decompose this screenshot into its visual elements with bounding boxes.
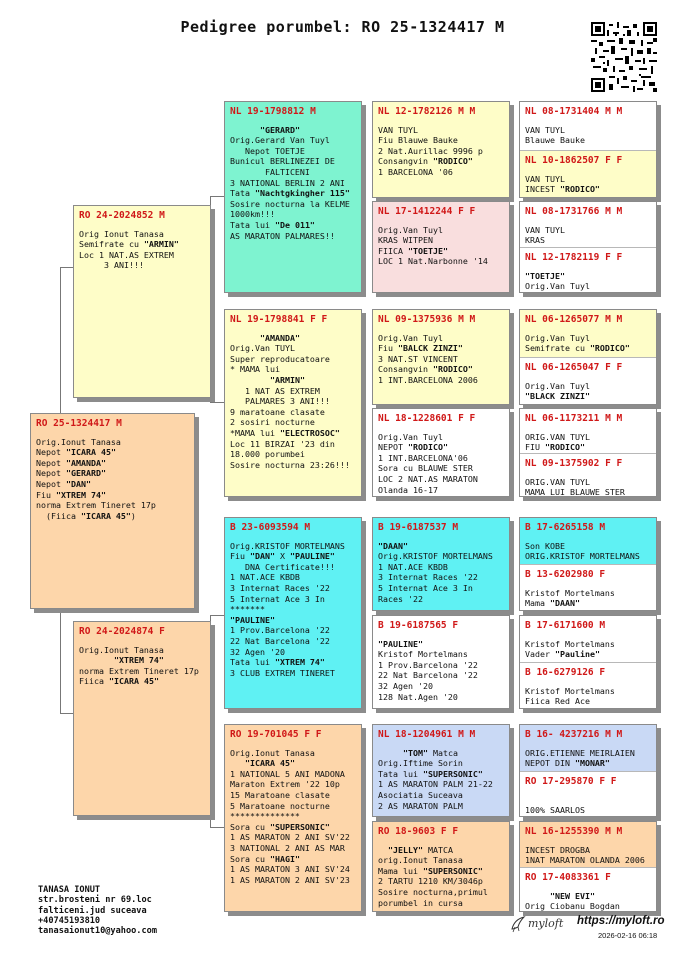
card-line: 3 CLUB EXTREM TINERET bbox=[230, 667, 335, 678]
pigeon-card-k12[interactable] bbox=[520, 663, 656, 709]
card-line: 1NAT MARATON OLANDA 2006 bbox=[525, 855, 645, 866]
card-line: Tata "Nachtgkingher 115" bbox=[230, 188, 350, 199]
card-line: VAN TUYL bbox=[525, 224, 565, 235]
card-line: "XTREM 74" bbox=[113, 655, 164, 666]
connector-line bbox=[510, 860, 511, 890]
card-line: norma Extrem Tineret 17p bbox=[36, 500, 156, 511]
card-line: LOC 1 Nat.Narbonne '14 bbox=[378, 256, 488, 267]
card-line: ******* bbox=[230, 604, 265, 615]
card-line: porumbel in cursa bbox=[378, 897, 463, 908]
connector-line bbox=[364, 355, 365, 453]
card-line: Orig.Iftime Sorin bbox=[378, 758, 463, 769]
card-line: * MAMA lui bbox=[230, 364, 280, 375]
card-line: "ARMIN" bbox=[269, 374, 305, 385]
card-lines bbox=[230, 333, 357, 471]
pigeon-card-dam[interactable] bbox=[73, 621, 211, 816]
connector-line bbox=[60, 267, 73, 268]
card-line: Sora cu "HAGI" bbox=[230, 853, 300, 864]
ring-number: B 23-6093594 M bbox=[230, 522, 311, 533]
pigeon-card-b23[interactable] bbox=[224, 517, 362, 709]
card-line: 3 Internat Races '22 bbox=[230, 582, 330, 593]
ring-number: RO 19-701045 F F bbox=[230, 729, 322, 740]
card-line: INCEST "RODICO" bbox=[525, 184, 600, 195]
card-line: 5 Internat Ace 3 In bbox=[378, 582, 473, 593]
card-line: PALMARES 3 ANI!!! bbox=[230, 396, 330, 407]
card-line: 1 NATIONAL 5 ANI MADONA bbox=[230, 768, 345, 779]
card-lines bbox=[525, 639, 652, 660]
card-line: Loc 1 NAT.AS EXTREM bbox=[79, 249, 174, 260]
card-line bbox=[525, 795, 652, 806]
card-line: LOC 2 NAT.AS MARATON bbox=[378, 473, 478, 484]
card-line: "AMANDA" bbox=[259, 332, 300, 343]
card-line: Orig.Van Tuyl bbox=[378, 224, 443, 235]
card-line: Orig.Ionut Tanasa bbox=[36, 436, 121, 447]
ring-number: NL 10-1862507 F F bbox=[525, 155, 623, 166]
ring-number: NL 18-1204961 M M bbox=[378, 729, 476, 740]
ring-number: NL 12-1782126 M M bbox=[378, 106, 476, 117]
card-line: ************** bbox=[230, 811, 300, 822]
card-line: Consangvin "RODICO" bbox=[378, 364, 473, 375]
card-line: Maraton Extrem '22 10p bbox=[230, 779, 340, 790]
pigeon-card-subject[interactable] bbox=[30, 413, 195, 609]
pigeon-card-k2[interactable] bbox=[520, 151, 656, 198]
card-line: Nepot "AMANDA" bbox=[36, 457, 106, 468]
card-line: 1 INT.BARCELONA 2006 bbox=[378, 374, 478, 385]
connector-line bbox=[364, 772, 365, 875]
card-line: Orig.KRISTOF MORTELMANS bbox=[378, 551, 493, 562]
card-line: orig.Ionut Tanasa bbox=[378, 855, 463, 866]
ring-number: B 16-6279126 F bbox=[525, 667, 606, 678]
connector-line bbox=[364, 150, 365, 245]
card-lines bbox=[525, 125, 652, 146]
card-line: Orig.Van Tuyl bbox=[525, 332, 590, 343]
card-line: Nepot TOETJE bbox=[230, 145, 305, 156]
card-line: 32 Agen '20 bbox=[378, 680, 433, 691]
card-line: Orig.Van Tuyl bbox=[525, 380, 590, 391]
card-line: Kristof Mortelmans bbox=[525, 638, 615, 649]
card-line: Fiica Red Ace bbox=[525, 696, 590, 707]
pigeon-card-k14[interactable] bbox=[520, 772, 656, 817]
card-line: Fiu "DAN" X "PAULINE" bbox=[230, 551, 335, 562]
card-line: 1000km!!! bbox=[230, 209, 275, 220]
ring-number: NL 18-1228601 F F bbox=[378, 413, 476, 424]
owner-email[interactable]: tanasaionut10@yahoo.com bbox=[38, 926, 157, 937]
card-line: Nepot "DAN" bbox=[36, 478, 91, 489]
owner-street: str.brosteni nr 69.loc bbox=[38, 895, 152, 906]
card-line: Sora cu BLAUWE STER bbox=[378, 463, 473, 474]
ring-number: NL 09-1375936 M M bbox=[378, 314, 476, 325]
connector-line bbox=[510, 345, 511, 375]
card-line: Consangvin "RODICO" bbox=[378, 156, 473, 167]
pigeon-card-h1[interactable] bbox=[372, 101, 510, 198]
brand-url[interactable]: https://myloft.ro bbox=[577, 915, 665, 927]
ring-number: B 17-6171600 M bbox=[525, 620, 606, 631]
card-line: Orig.Van Tuyl bbox=[378, 332, 443, 343]
card-line: 1 INT.BARCELONA'06 bbox=[378, 452, 468, 463]
pigeon-card-sire[interactable] bbox=[73, 205, 211, 398]
card-line: Tata lui "SUPERSONIC" bbox=[378, 768, 483, 779]
card-line: 18.000 porumbei bbox=[230, 449, 305, 460]
connector-line bbox=[210, 402, 224, 403]
card-lines bbox=[79, 229, 206, 271]
card-lines bbox=[378, 639, 505, 703]
card-lines bbox=[525, 686, 652, 707]
owner-contact bbox=[38, 885, 157, 936]
pigeon-card-k6[interactable] bbox=[520, 358, 656, 405]
ring-number: NL 08-1731766 M M bbox=[525, 206, 623, 217]
card-line: Semifrate cu "ARMIN" bbox=[79, 239, 179, 250]
card-line: 32 Agen '20 bbox=[230, 646, 285, 657]
card-line: ORIG.VAN TUYL bbox=[525, 431, 590, 442]
connector-line bbox=[510, 440, 511, 470]
card-lines bbox=[378, 333, 505, 386]
card-line: Mama "DAAN" bbox=[525, 598, 580, 609]
pigeon-card-k11[interactable] bbox=[520, 616, 656, 662]
card-line: "TOETJE" bbox=[525, 270, 565, 281]
card-line: Fiu Blauwe Bauke bbox=[378, 135, 458, 146]
card-line: Kristof Mortelmans bbox=[378, 649, 468, 660]
brand-footer bbox=[510, 915, 665, 951]
card-line: "PAULINE" bbox=[230, 614, 275, 625]
card-lines bbox=[36, 437, 190, 522]
pigeon-pair-k15-k16[interactable] bbox=[519, 821, 657, 912]
pigeon-pair-k1-k2[interactable] bbox=[519, 101, 657, 198]
card-line: KRAS WITPEN bbox=[378, 235, 433, 246]
card-line: Nepot "ICARA 45" bbox=[36, 447, 116, 458]
ring-number: RO 25-1324417 M bbox=[36, 418, 122, 429]
pigeon-card-k13[interactable] bbox=[520, 725, 656, 771]
card-line: 1 Prov.Barcelona '22 bbox=[378, 659, 478, 670]
connector-line bbox=[510, 760, 511, 790]
card-line: Orig.Gerard Van Tuyl bbox=[230, 135, 330, 146]
pigeon-pair-k13-k14[interactable] bbox=[519, 724, 657, 817]
card-line: Orig.Van Tuyl bbox=[378, 431, 443, 442]
card-line: 22 Nat Barcelona '22 bbox=[378, 670, 478, 681]
pigeon-card-k1[interactable] bbox=[520, 102, 656, 150]
ring-number: NL 12-1782119 F F bbox=[525, 252, 623, 263]
card-line: 22 Nat Barcelona '22 bbox=[230, 635, 330, 646]
card-line: "BLACK ZINZI" bbox=[525, 391, 590, 402]
card-line: 1 AS MARATON 2 ANI SV'23 bbox=[230, 874, 350, 885]
pigeon-card-pauline[interactable] bbox=[372, 615, 510, 709]
card-lines bbox=[525, 891, 652, 912]
pigeon-card-k15[interactable] bbox=[520, 822, 656, 867]
ring-number: RO 17-4083361 F bbox=[525, 872, 611, 883]
card-line: VAN TUYL bbox=[525, 173, 565, 184]
ring-number: B 19-6187565 F bbox=[378, 620, 459, 631]
pigeon-card-jelly[interactable] bbox=[372, 821, 510, 912]
card-line: Sora cu "SUPERSONIC" bbox=[230, 821, 330, 832]
card-line: 1 AS MARATON 3 ANI SV'24 bbox=[230, 864, 350, 875]
card-lines bbox=[525, 381, 652, 402]
card-line: Orig.KRISTOF MORTELMANS bbox=[230, 540, 345, 551]
ring-number: NL 16-1255390 M M bbox=[525, 826, 623, 837]
card-line: Orig Ciobanu Bogdan bbox=[525, 901, 620, 912]
card-line: Son KOBE bbox=[525, 540, 565, 551]
card-line: Races '22 bbox=[378, 593, 423, 604]
card-lines bbox=[230, 125, 357, 242]
ring-number: RO 24-2024874 F bbox=[79, 626, 165, 637]
card-line: 5 Internat Ace 3 In bbox=[230, 593, 325, 604]
card-line: *MAMA lui "ELECTROSOC" bbox=[230, 427, 340, 438]
card-lines bbox=[525, 174, 652, 195]
card-line: Tata lui "XTREM 74" bbox=[230, 657, 325, 668]
card-line: (Fiica "ICARA 45") bbox=[36, 510, 136, 521]
card-lines bbox=[525, 541, 652, 562]
pigeon-card-icara[interactable] bbox=[224, 724, 362, 912]
card-line: Semifrate cu "RODICO" bbox=[525, 343, 630, 354]
card-line: Kristof Mortelmans bbox=[525, 587, 615, 598]
card-line: VAN TUYL bbox=[378, 124, 418, 135]
pigeon-card-k7[interactable] bbox=[520, 409, 656, 453]
card-line: "PAULINE" bbox=[378, 638, 423, 649]
card-lines bbox=[378, 748, 505, 812]
card-lines bbox=[525, 795, 652, 816]
card-line: 128 Nat.Agen '20 bbox=[378, 691, 458, 702]
pigeon-card-h2[interactable] bbox=[372, 201, 510, 293]
card-lines bbox=[378, 225, 505, 267]
card-line: AS MARATON PALMARES!! bbox=[230, 230, 335, 241]
card-line: 3 NATIONAL BERLIN 2 ANI bbox=[230, 177, 345, 188]
card-line: Orig.Ionut Tanasa bbox=[230, 747, 315, 758]
pigeon-logo-icon bbox=[510, 915, 526, 933]
pigeon-card-h3[interactable] bbox=[372, 309, 510, 405]
card-line: Bunicul BERLINEZEI DE bbox=[230, 156, 335, 167]
pigeon-pair-k9-k10[interactable] bbox=[519, 517, 657, 611]
pigeon-card-k3[interactable] bbox=[520, 202, 656, 247]
ring-number: B 16- 4237216 M M bbox=[525, 729, 623, 740]
connector-line bbox=[510, 650, 511, 680]
ring-number: NL 19-1798841 F F bbox=[230, 314, 328, 325]
card-line: Fiu "BALCK ZINZI" bbox=[378, 343, 463, 354]
card-lines bbox=[378, 125, 505, 178]
card-line: MAMA LUI BLAUWE STER bbox=[525, 487, 625, 497]
card-line: 1 NAT AS EXTREM bbox=[230, 385, 320, 396]
card-lines bbox=[525, 748, 652, 769]
card-line: NEPOT DIN "MONAR" bbox=[525, 758, 610, 769]
card-line: Sosire nocturna 23:26!!! bbox=[230, 459, 350, 470]
card-line: 9 maratoane clasate bbox=[230, 406, 325, 417]
pigeon-card-k8[interactable] bbox=[520, 454, 656, 497]
ring-number: RO 17-295870 F F bbox=[525, 776, 617, 787]
pigeon-pair-k3-k4[interactable] bbox=[519, 201, 657, 293]
card-line: Tata lui "De 011" bbox=[230, 219, 315, 230]
pigeon-card-k5[interactable] bbox=[520, 310, 656, 357]
card-line: DNA Certificate!!! bbox=[230, 561, 335, 572]
card-line: Super reproducatoare bbox=[230, 353, 330, 364]
card-line: KRAS bbox=[525, 235, 545, 246]
ring-number: NL 06-1265047 F F bbox=[525, 362, 623, 373]
pigeon-card-k10[interactable] bbox=[520, 565, 656, 611]
connector-line bbox=[510, 555, 511, 585]
card-line: ORIG.VAN TUYL bbox=[525, 476, 590, 487]
card-lines bbox=[525, 333, 652, 354]
ring-number: NL 06-1173211 M M bbox=[525, 413, 623, 424]
pigeon-pair-k7-k8[interactable] bbox=[519, 408, 657, 497]
card-lines bbox=[378, 541, 505, 605]
card-line: FALTICENI bbox=[230, 166, 310, 177]
card-line: 15 Maratoane clasate bbox=[230, 789, 330, 800]
connector-line bbox=[510, 140, 511, 170]
card-line: Blauwe Bauke bbox=[525, 135, 585, 146]
card-line: Orig Ionut Tanasa bbox=[79, 228, 164, 239]
connector-line bbox=[210, 827, 224, 828]
ring-number: B 19-6187537 M bbox=[378, 522, 459, 533]
ring-number: NL 17-1412244 F F bbox=[378, 206, 476, 217]
pigeon-card-k16[interactable] bbox=[520, 868, 656, 912]
pigeon-pair-k5-k6[interactable] bbox=[519, 309, 657, 405]
card-lines bbox=[525, 477, 652, 497]
pigeon-card-daan[interactable] bbox=[372, 517, 510, 611]
pigeon-card-gerard[interactable] bbox=[224, 101, 362, 293]
card-line: "NEW EVI" bbox=[549, 890, 595, 901]
card-line: "DAAN" bbox=[378, 540, 408, 551]
card-lines bbox=[525, 225, 652, 246]
card-lines bbox=[378, 845, 505, 909]
card-line: 1 AS MARATON PALM 21-22 bbox=[378, 779, 493, 790]
card-line: 1 NAT.ACE KBDB bbox=[378, 561, 448, 572]
owner-city: falticeni.jud suceava bbox=[38, 905, 147, 916]
card-line: Vader "Pauline" bbox=[525, 649, 600, 660]
connector-line bbox=[510, 240, 511, 270]
card-line: ORIG.ETIENNE MEIRLAIEN bbox=[525, 747, 635, 758]
card-line: 2 sosiri nocturne bbox=[230, 417, 315, 428]
card-line: Asociatia Suceava bbox=[378, 789, 463, 800]
card-line: Mama lui "SUPERSONIC" bbox=[378, 865, 483, 876]
print-date: 2026-02-16 06:18 bbox=[598, 931, 658, 940]
owner-name: TANASA IONUT bbox=[38, 885, 101, 895]
card-line: VAN TUYL bbox=[525, 124, 565, 135]
ring-number: NL 19-1798812 M bbox=[230, 106, 316, 117]
card-line: FIU "RODICO" bbox=[525, 442, 585, 453]
qr-code-icon bbox=[591, 22, 657, 92]
card-line: Loc 11 BIRZAI '23 din bbox=[230, 438, 335, 449]
ring-number: RO 18-9603 F F bbox=[378, 826, 459, 837]
card-lines bbox=[79, 645, 206, 687]
card-line: 3 NATIONAL 2 ANI AS MAR bbox=[230, 842, 345, 853]
card-line: 1 NAT.ACE KBDB bbox=[230, 572, 300, 583]
card-line: Fiica "ICARA 45" bbox=[79, 676, 159, 687]
pigeon-card-tom[interactable] bbox=[372, 724, 510, 817]
card-line: INCEST DROGBA bbox=[525, 844, 590, 855]
card-line: 1 Prov.Barcelona '22 bbox=[230, 625, 330, 636]
card-line: Olanda 16-17 bbox=[378, 484, 438, 495]
connector-line bbox=[60, 713, 73, 714]
card-line: "GERARD" bbox=[259, 124, 300, 135]
card-line: 3 ANI!!! bbox=[79, 260, 144, 271]
card-lines bbox=[230, 541, 357, 679]
owner-phone: +40745193810 bbox=[38, 915, 101, 926]
card-line: Orig.Ionut Tanasa bbox=[79, 644, 164, 655]
card-line: Fiu "XTREM 74" bbox=[36, 489, 106, 500]
card-line: norma Extrem Tineret 17p bbox=[79, 665, 199, 676]
pigeon-card-k9[interactable] bbox=[520, 518, 656, 564]
pigeon-card-amanda[interactable] bbox=[224, 309, 362, 497]
connector-line bbox=[364, 563, 365, 663]
connector-line bbox=[210, 196, 224, 197]
card-line: "TOM" Matca bbox=[402, 747, 458, 758]
card-line: FIICA "TOETJE" bbox=[378, 245, 448, 256]
card-lines bbox=[525, 271, 652, 292]
card-line: Sosire nocturna,primul bbox=[378, 886, 488, 897]
card-line: Orig.Van TUYL bbox=[230, 343, 295, 354]
card-line: 1 AS MARATON 2 ANI SV'22 bbox=[230, 832, 350, 843]
card-line: 2 TARTU 1210 KM/3046p bbox=[378, 876, 483, 887]
card-line: 3 Internat Races '22 bbox=[378, 572, 478, 583]
ring-number: B 13-6202980 F bbox=[525, 569, 606, 580]
page-title: Pedigree porumbel: RO 25-1324417 M bbox=[180, 18, 505, 36]
pigeon-pair-k11-k12[interactable] bbox=[519, 615, 657, 709]
card-lines bbox=[230, 748, 357, 886]
card-line: 3 NAT.ST VINCENT bbox=[378, 353, 458, 364]
brand-logo: myloft bbox=[528, 917, 564, 930]
card-line: NEPOT "RODICO" bbox=[378, 442, 448, 453]
card-line: Kristof Mortelmans bbox=[525, 685, 615, 696]
card-line: "JELLY" MATCA bbox=[388, 844, 453, 855]
card-line: Sosire nocturna la KELME bbox=[230, 198, 350, 209]
card-line: 100% SAARLOS bbox=[525, 805, 585, 816]
card-line: "ICARA 45" bbox=[245, 758, 295, 769]
card-lines bbox=[525, 588, 652, 609]
card-line: Nepot "GERARD" bbox=[36, 468, 106, 479]
card-line: 1 BARCELONA '06 bbox=[378, 166, 453, 177]
ring-number: RO 24-2024852 M bbox=[79, 210, 165, 221]
card-line: 2 Nat.Aurillac 9996 p bbox=[378, 145, 483, 156]
card-line: ORIG.KRISTOF MORTELMANS bbox=[525, 551, 640, 562]
card-line: 2 AS MARATON PALM bbox=[378, 800, 463, 811]
card-line: 5 Maratoane nocturne bbox=[230, 800, 330, 811]
card-line: Orig.Van Tuyl bbox=[525, 281, 590, 292]
pigeon-card-k4[interactable] bbox=[520, 248, 656, 293]
card-lines bbox=[525, 845, 652, 866]
ring-number: NL 06-1265077 M M bbox=[525, 314, 623, 325]
pigeon-card-h4[interactable] bbox=[372, 408, 510, 497]
ring-number: B 17-6265158 M bbox=[525, 522, 606, 533]
card-lines bbox=[378, 432, 505, 496]
ring-number: NL 08-1731404 M M bbox=[525, 106, 623, 117]
card-lines bbox=[525, 432, 652, 453]
connector-line bbox=[210, 615, 224, 616]
ring-number: NL 09-1375902 F F bbox=[525, 458, 623, 469]
